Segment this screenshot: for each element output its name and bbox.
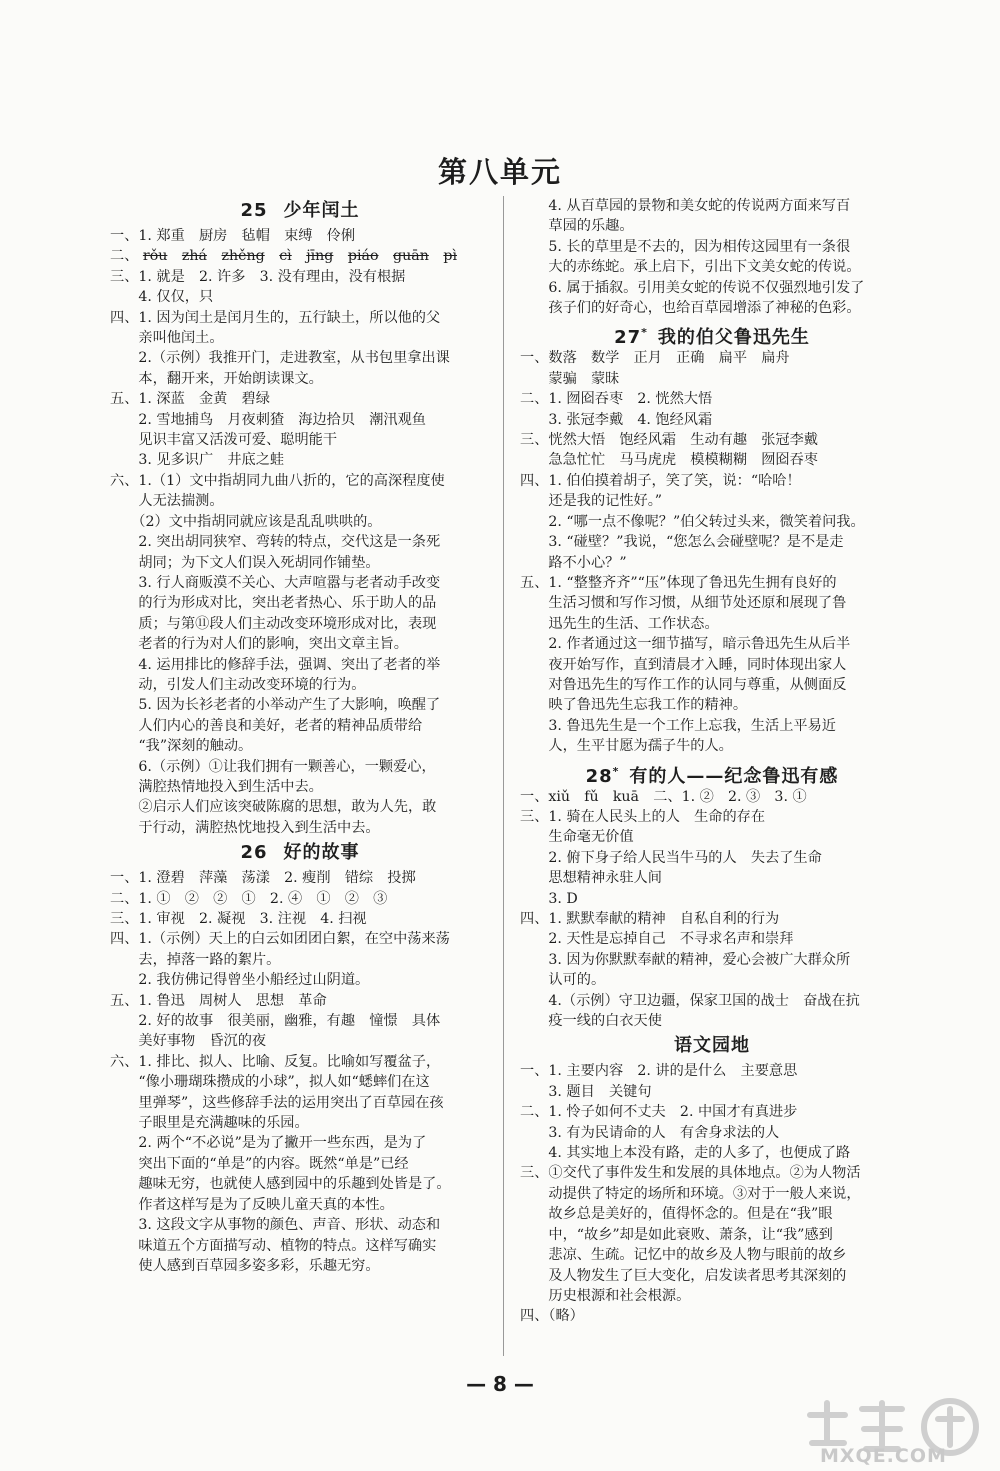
answer-line: 去，掉落一路的絮片。 [110,951,281,968]
watermark-site: MXQE.COM [820,1445,947,1467]
answer-line: 突出下面的“单是”的内容。既然“单是”已经 [110,1155,409,1172]
optional-star-mark: * [641,326,648,340]
section-name: 我的伯父鲁迅先生 [657,327,810,349]
answer-line: 路不小心？” [520,554,627,571]
answer-line: 故乡总是美好的，值得怀念的。但是在“我”眼 [520,1206,833,1223]
pinyin-item: zhěng [221,248,265,265]
answer-line: 满腔热情地投入到生活中去。 [110,778,323,795]
answer-line: 本，翻开来，开始朗读课文。 [110,370,323,387]
answer-line: 3. 因为你默默奉献的精神，爱心会被广大群众所 [520,951,851,968]
pinyin-answer-line [110,246,490,266]
answer-line: 2. 两个“不必说”是为了撇开一些东西，是为了 [110,1135,427,1152]
answer-line: 六、1.（1）文中指胡同九曲八折的，它的高深程度使 [110,472,445,489]
answer-line: 动，引发人们主动改变环境的行为。 [110,676,366,693]
answer-line: 还是我的记性好。” [520,493,663,510]
answer-line: 的行为形成对比，突出老者热心、乐于助人的品 [110,595,437,612]
answer-line: 2. 天性是忘掉自己 不寻求名声和崇拜 [520,931,794,948]
answer-line: 疫一线的白衣天使 [520,1013,662,1030]
answer-line: 五、1. 鲁迅 周树人 思想 革命 [110,992,327,1009]
chinese-garden-answers [520,1061,904,1326]
answer-line: 一、1. 郑重 厨房 毡帽 束缚 伶俐 [110,228,356,244]
answer-line: 美好事物 昏沉的夜 [110,1033,267,1050]
answer-line: 五、1. 深蓝 金黄 碧绿 [110,391,270,408]
pinyin-item: zhá [181,248,207,265]
answer-line: 4. 仅仅，只 [110,289,214,306]
section-26-continued [520,196,904,318]
answer-line: 作者这样写是为了反映儿童天真的本性。 [110,1196,394,1213]
answer-line: 4. 从百草园的景物和美女蛇的传说两方面来写百 [520,198,851,214]
section-number: 25 [240,200,268,221]
pinyin-item: piáo [347,248,379,265]
answer-line: 六、1. 排比、拟人、比喻、反复。比喻如写覆盆子， [110,1053,441,1070]
answer-line: 中，“故乡”却是如此衰败、萧条，让“我”感到 [520,1226,833,1243]
answer-line: 四、（略） [520,1308,584,1325]
pinyin-item: pì [443,248,458,265]
answer-line: 2. 作者通过这一细节描写，暗示鲁迅先生从后半 [520,636,851,653]
answer-line: 子眼里是充满趣味的乐园。 [110,1115,309,1132]
section-number: 26 [240,842,268,864]
answer-line: 孩子们的好奇心，也给百草园增添了神秘的色彩。 [520,300,861,317]
answer-line: 一、1. 澄碧 萍藻 荡漾 2. 瘦削 错综 投掷 [110,870,416,887]
answer-line: 三、1. 就是 2. 许多 3. 没有理由，没有根据 [110,268,406,285]
answer-line: 4. 运用排比的修辞手法，强调、突出了老者的举 [110,656,441,673]
answer-line: 4.（示例）守卫边疆，保家卫国的战士 奋战在抗 [520,992,860,1009]
answer-line: 4. 其实地上本没有路，走的人多了，也便成了路 [520,1145,851,1162]
answer-line: “像小珊瑚珠攒成的小球”，拟人如“蟋蟀们在这 [110,1074,430,1091]
pinyin-item: guān [393,248,429,265]
section-number: 28 [585,765,613,787]
answer-line: 2. 俯下身子给人民当牛马的人 失去了生命 [520,849,822,866]
answer-line: 3. 有为民请命的人 有舍身求法的人 [520,1124,780,1141]
answer-line: 一、数落 数学 正月 正确 扁平 扁舟 [520,350,790,367]
answer-line: 三、恍然大悟 饱经风霜 生动有趣 张冠李戴 [520,432,818,449]
answer-line: 3. 鲁迅先生是一个工作上忘我，生活上平易近 [520,717,836,734]
answer-line: 映了鲁迅先生忘我工作的精神。 [520,697,748,714]
answer-line: 迅先生的生活、工作状态。 [520,615,719,632]
answer-line: 6. 属于插叙。引用美女蛇的传说不仅强烈地引发了 [520,279,865,296]
answer-line: 人无法揣测。 [110,493,224,510]
answer-line: 3. 行人商贩漠不关心、大声喧嚣与老者动手改变 [110,574,441,591]
answer-line: 二、1. ① ② ② ① 2. ④ ① ② ③ [110,890,388,907]
answer-line: 5. 因为长衫老者的小举动产生了大影响，唤醒了 [110,697,441,714]
answer-line: 2. 雪地捕鸟 月夜刺猹 海边拾贝 潮汛观鱼 [110,411,426,428]
answer-line: 2. 突出胡同狭窄、弯转的特点，交代这是一条死 [110,534,441,551]
pinyin-item: jīng [306,248,334,265]
answer-line: 三、1. 骑在人民头上的人 生命的存在 [520,808,766,825]
unit-title: 第八单元 [437,155,562,189]
answer-line: 老者的行为对人们的影响，突出文章主旨。 [110,636,408,653]
answer-line: 思想精神永驻人间 [520,870,662,887]
section-number: 27 [614,327,642,349]
answer-line: 胡同；为下文人们误入死胡同作铺垫。 [110,554,380,571]
answer-line: 使人感到百草园多姿多彩，乐趣无穷。 [110,1257,380,1274]
answer-line: 3. 见多识广 井底之蛙 [110,452,285,469]
answer-line: 二、1. 囫囵吞枣 2. 恍然大悟 [520,391,713,408]
page-number: — 8 — [466,1372,534,1396]
answer-line: 6.（示例）①让我们拥有一颗善心，一颗爱心， [110,758,436,775]
answer-line: 趣味无穷，也就使人感到园中的乐趣到处皆是了。 [110,1176,451,1193]
pinyin-item: cì [279,248,292,265]
section-28-title [520,757,904,787]
answer-line: 一、1. 主要内容 2. 讲的是什么 主要意思 [520,1063,798,1080]
answer-line: 3. 张冠李戴 4. 饱经风霜 [520,411,713,428]
answer-line: 于行动，满腔热忱地投入到生活中去。 [110,819,380,836]
answer-line: 四、1. 因为闰土是闰月生的，五行缺土，所以他的父 [110,309,441,326]
answer-line: 5. 长的草里是不去的，因为相传这园里有一条很 [520,238,851,255]
answer-line: 2. “哪一点不像呢？”伯父转过头来，微笑着问我。 [520,513,865,530]
answer-line: 2. 我仿佛记得曾坐小船经过山阴道。 [110,972,370,989]
answer-line: 3. “碰壁？”我说，“您怎么会碰壁呢？是不是走 [520,534,844,551]
answer-line: 历史根源和社会根源。 [520,1287,691,1304]
answer-line: 一、xiǔ fǔ kuā 二、1. ② 2. ③ 3. ① [520,788,807,805]
answer-line: “我”深刻的触动。 [110,738,253,755]
section-25-title [110,196,490,226]
answer-line: 三、①交代了事件发生和发展的具体地点。②为人物活 [520,1165,861,1182]
answer-line: 里弹琴”，这些修辞手法的运用突出了百草园在孩 [110,1094,444,1111]
answer-line: 2. 好的故事 很美丽，幽雅，有趣 憧憬 具体 [110,1013,441,1030]
answer-line: 动提供了特定的场所和环境。③对于一般人来说， [520,1185,861,1202]
section-26-answers [110,868,490,1276]
answer-line: 四、1. 默默奉献的精神 自私自利的行为 [520,911,780,927]
pinyin-item: rǒu [142,248,168,265]
answer-line: 3. 这段文字从事物的颜色、声音、形状、动态和 [110,1217,441,1234]
section-27-title [520,318,904,348]
answer-line: 急急忙忙 马马虎虎 模模糊糊 囫囵吞枣 [520,452,818,469]
answer-line: 3. D [520,890,578,907]
answer-line: 四、1. 伯伯摸着胡子，笑了笑，说：“哈哈！ [520,472,801,489]
answer-line: （2）文中指胡同就应该是乱乱哄哄的。 [110,513,382,530]
answer-line: 质；与第⑪段人们主动改变环境形成对比，表现 [110,615,437,632]
question-label: 二、 [110,248,139,265]
right-column [520,196,904,1327]
answer-line: ②启示人们应该突破陈腐的思想，敢为人先，敢 [110,799,437,816]
section-28-answers [520,787,904,1032]
chinese-garden-title: 语文园地 [674,1035,750,1057]
answer-line: 草园的乐趣。 [520,218,634,235]
answer-line: 夜开始写作，直到清晨才入睡，同时体现出家人 [520,656,847,673]
answer-line: 3. 题目 关键句 [520,1083,652,1100]
answer-line: 生活习惯和写作习惯，从细节处还原和展现了鲁 [520,595,847,612]
answer-line: 五、1. “整整齐齐”“压”体现了鲁迅先生拥有良好的 [520,574,837,591]
answer-line: 蒙骗 蒙昧 [520,370,620,387]
column-divider [503,196,504,1356]
answer-line: 二、1. 怜子如何不丈夫 2. 中国才有真进步 [520,1104,798,1121]
answer-line: 大的赤练蛇。承上启下，引出下文美女蛇的传说。 [520,259,861,276]
optional-star-mark: * [612,764,620,778]
answer-line: 对鲁迅先生的写作工作的认同与尊重，从侧面反 [520,676,847,693]
section-27-answers [520,348,904,756]
answer-line: 见识丰富又活泼可爱、聪明能干 [110,432,338,449]
left-column [110,196,490,1276]
answer-line: 人，生平甘愿为孺子牛的人。 [520,738,733,755]
answer-line: 及人物发生了巨大变化，启发读者思考其深刻的 [520,1267,847,1284]
answer-line: 味道五个方面描写动、植物的特点。这样写确实 [110,1237,437,1254]
answer-line: 2.（示例）我推开门，走进教室，从书包里拿出课 [110,350,450,367]
answer-line: 亲叫他闰土。 [110,330,224,347]
answer-line: 生命毫无价值 [520,829,634,846]
section-name: 有的人——纪念鲁迅有感 [629,765,839,787]
answer-line: 认可的。 [520,972,606,989]
answer-line: 三、1. 审视 2. 凝视 3. 注视 4. 扫视 [110,911,367,927]
section-name: 好的故事 [283,842,360,864]
section-26-title [110,838,490,868]
answer-line: 悲凉、生疏。记忆中的故乡及人物与眼前的故乡 [520,1247,847,1264]
answer-line: 四、1.（示例）天上的白云如团团白絮，在空中荡来荡 [110,931,450,948]
answer-line: 人们内心的善良和美好，老者的精神品质带给 [110,717,423,734]
section-name: 少年闰土 [283,200,360,221]
section-25-answers [110,226,490,838]
